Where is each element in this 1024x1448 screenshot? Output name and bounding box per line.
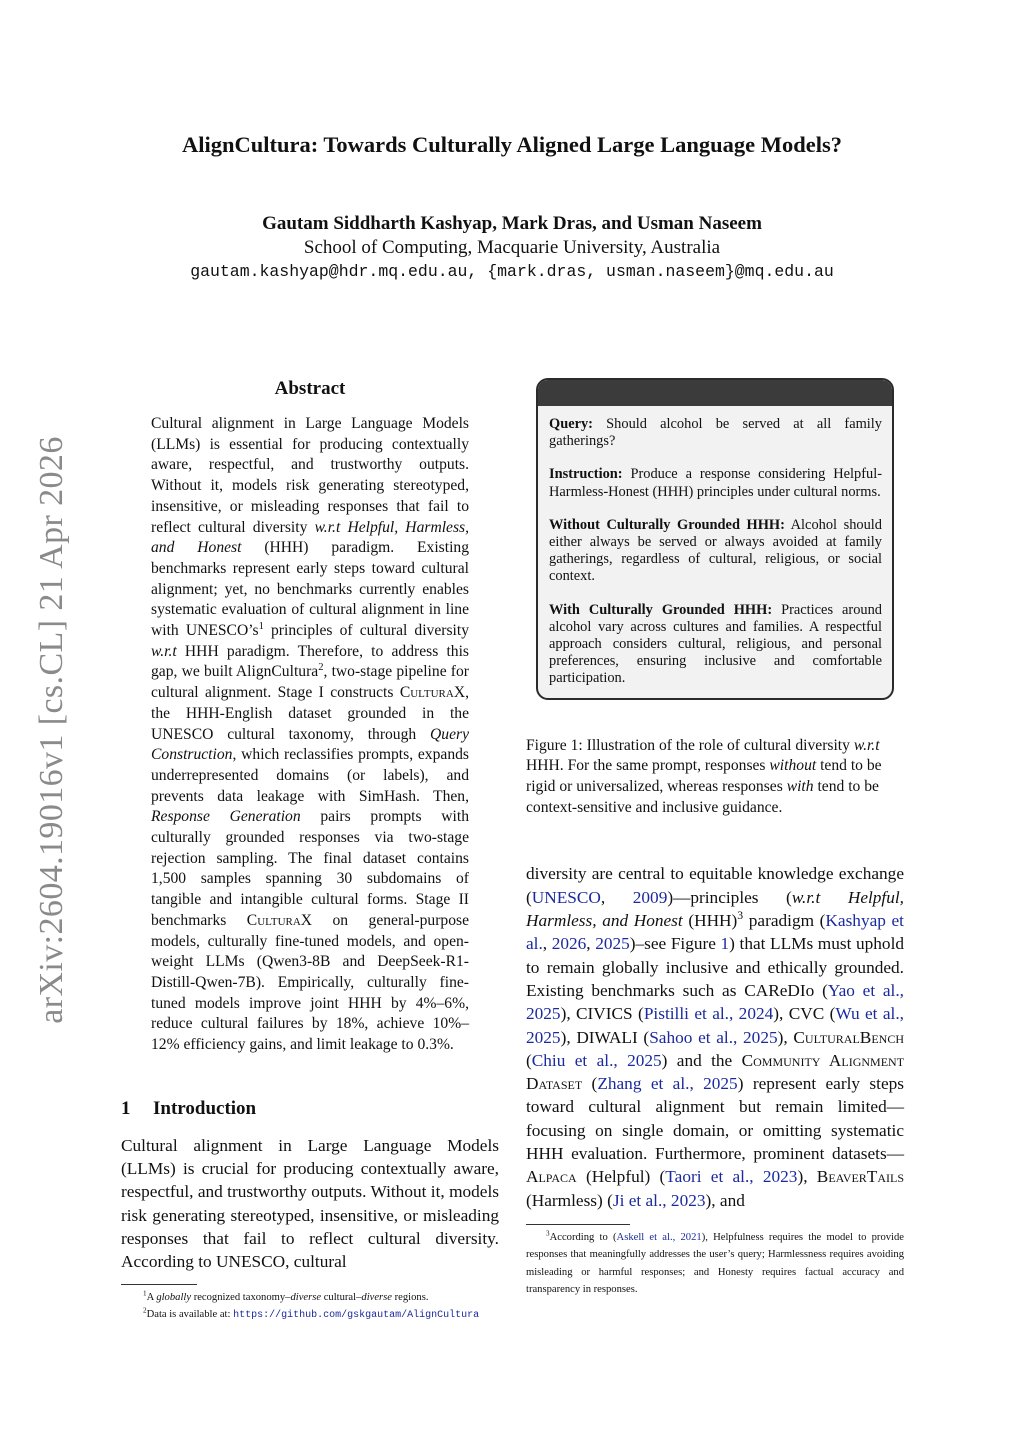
citation-link[interactable]: Yao et al., 2025 [526, 980, 904, 1024]
introduction-text: Cultural alignment in Large Language Models (LLMs) is crucial for producing contextually aware, respectful, and trustworthy outputs. Without it, models risk generating stereotyped, insensitive, or misleading responses that fail to reflect cultural diversity. According to UNESCO, cultural [121, 1135, 499, 1272]
figure-1-caption: Figure 1: Illustration of the role of cultural diversity w.r.t HHH. For the same prompt, responses without tend to be rigid or universalized, whereas responses with tend to be context-sensitive and inclusive guidance. [526, 736, 882, 816]
footnote-ref-2[interactable]: 2 [318, 662, 324, 674]
footnote-ref-1[interactable]: 1 [258, 620, 264, 632]
paper-title: AlignCultura: Towards Culturally Aligned Large Language Models? [181, 132, 843, 157]
dataset-link[interactable]: https://github.com/gskgautam/AlignCultura [233, 1309, 480, 1321]
figure-1-box [536, 378, 894, 700]
section-heading-introduction [121, 1098, 499, 1120]
citation-link[interactable]: Kashyap et al. [526, 911, 904, 954]
citation-link[interactable]: 2026 [551, 934, 587, 954]
author-names: Gautam Siddharth Kashyap, Mark Dras, and Usman Naseem [262, 213, 762, 234]
citation-link[interactable]: 2025 [595, 934, 630, 954]
author-emails: gautam.kashyap@hdr.mq.edu.au, {mark.dras, usman.naseem}@mq.edu.au [190, 262, 834, 281]
citation-link[interactable]: Sahoo et al., 2025 [649, 1027, 778, 1047]
citation-link[interactable]: Zhang et al., 2025 [597, 1074, 738, 1094]
arxiv-sidebar-stamp [22, 420, 82, 1040]
figure-with-response: With Culturally Grounded HHH: Practices around alcohol vary across cultures and families. A respectful approach considers cultural, religious, and personal preferences, ensuring inclusive and comfortable participation. [549, 601, 882, 687]
figure-without-response: Without Culturally Grounded HHH: Alcohol should either always be served or always avoided at family gatherings, regardless of cultural, religious, or social context. [549, 516, 882, 585]
citation-link[interactable]: 2009 [632, 887, 668, 907]
section-title: Introduction [153, 1097, 257, 1119]
citation-link[interactable]: Wu et al., 2025 [526, 1004, 904, 1047]
figure-query: Query: Should alcohol be served at all family gatherings? [549, 416, 882, 450]
right-column [526, 378, 904, 1298]
abstract-text: Cultural alignment in Large Language Models (LLMs) is essential for producing contextually aware, respectful, and trustworthy outputs. Without it, models risk generating stereotyped, insensitive, or misleading responses that fail to reflect cultural diversity w.r.t Helpful, Harmless, and Honest (HHH) paradigm. Existing benchmarks represent early steps toward cultural alignment; yet, no benchmarks currently enables systematic evaluation of cultural alignment in line with $UNESCO’s^1$ principles of cultural diversity w.r.t HHH paradigm. Therefore, to address this gap, we built AlignCultura$^2$, two-stage pipeline for cultural alignment. Stage I constructs CulturaX, the HHH-English dataset grounded in the UNESCO cultural taxonomy, through Query Construction, which reclassifies prompts, expands underrepresented domains (or labels), and prevents data leakage with SimHash. Then, Response Generation pairs prompts with culturally grounded responses via two-stage rejection sampling. The final dataset contains 1,500 samples spanning 30 subdomains of tangible and intangible cultural forms. Stage II benchmarks CulturaX on general-purpose models, culturally fine-tuned models, and open-weight LLMs (Qwen3-8B and DeepSeek-R1-Distill-Qwen-7B). Empirically, culturally fine-tuned models improve joint HHH by 4%–6%, reduce cultural failures by 18%, achieve 10%–12% efficiency gains, and limit leakage to 0.3%. [151, 415, 470, 1054]
citation-link[interactable]: Ji et al., 2023 [612, 1190, 706, 1210]
figure-instruction: Instruction: Produce a response considering Helpful-Harmless-Honest (HHH) principles under cultural norms. [549, 466, 882, 500]
section-number: 1 [121, 1097, 131, 1119]
arxiv-identifier: arXiv:2604.19016v1 [cs.CL] 21 Apr 2026 [33, 436, 70, 1024]
citation-link[interactable]: Pistilli et al., 2024 [643, 1004, 774, 1024]
citation-link[interactable]: Askell et al., 2021 [616, 1231, 702, 1243]
author-block [0, 212, 1024, 284]
footnote-divider [526, 1224, 630, 1225]
introduction-continued-text: diversity are central to equitable knowledge exchange (UNESCO, 2009)—principles (w.r.t Helpful, Harmless, and Honest (HHH)$^3$ paradigm (Kashyap et al., 2026, 2025)–see Figure 1) that LLMs must uphold to remain globally inclusive and ethically grounded. Existing benchmarks such as CAReDIo (Yao et al., 2025), CIVICS (Pistilli et al., 2024), CVC (Wu et al., 2025), DIWALI (Sahoo et al., 2025), CulturalBench (Chiu et al., 2025) and the Community Alignment Dataset (Zhang et al., 2025) represent early steps toward cultural alignment but remain limited—focusing on single domain, or omitting systematic HHH evaluation. Furthermore, prominent datasets—Alpaca (Helpful) (Taori et al., 2023), BeaverTails (Harmless) (Ji et al., 2023), and [526, 864, 905, 1210]
figure-ref-link[interactable]: 1 [720, 934, 730, 954]
citation-link[interactable]: Taori et al., 2023 [665, 1167, 798, 1187]
footnote-2: $^2$Data is available at: https://github.com/gskgautam/AlignCultura [143, 1306, 480, 1321]
footnote-1: $^1$A globally recognized taxonomy–diverse cultural–diverse regions. [143, 1289, 429, 1303]
citation-link[interactable]: Chiu et al., 2025 [531, 1050, 662, 1070]
footnote-divider [121, 1284, 197, 1285]
figure-header-bar [538, 380, 892, 406]
abstract-heading: Abstract [274, 378, 346, 399]
footnote-ref-3[interactable]: 3 [737, 909, 744, 923]
affiliation: School of Computing, Macquarie University, Australia [303, 237, 721, 258]
left-column [121, 378, 499, 1324]
footnote-3: $^3$According to (Askell et al., 2021), Helpfulness requires the model to provide responses that meaningfully addresses the user’s query; Harmlessness requires avoiding misleading or harmful responses; and Honesty requires factual accuracy and transparency in responses. [526, 1229, 904, 1295]
citation-link[interactable]: UNESCO [531, 887, 601, 907]
